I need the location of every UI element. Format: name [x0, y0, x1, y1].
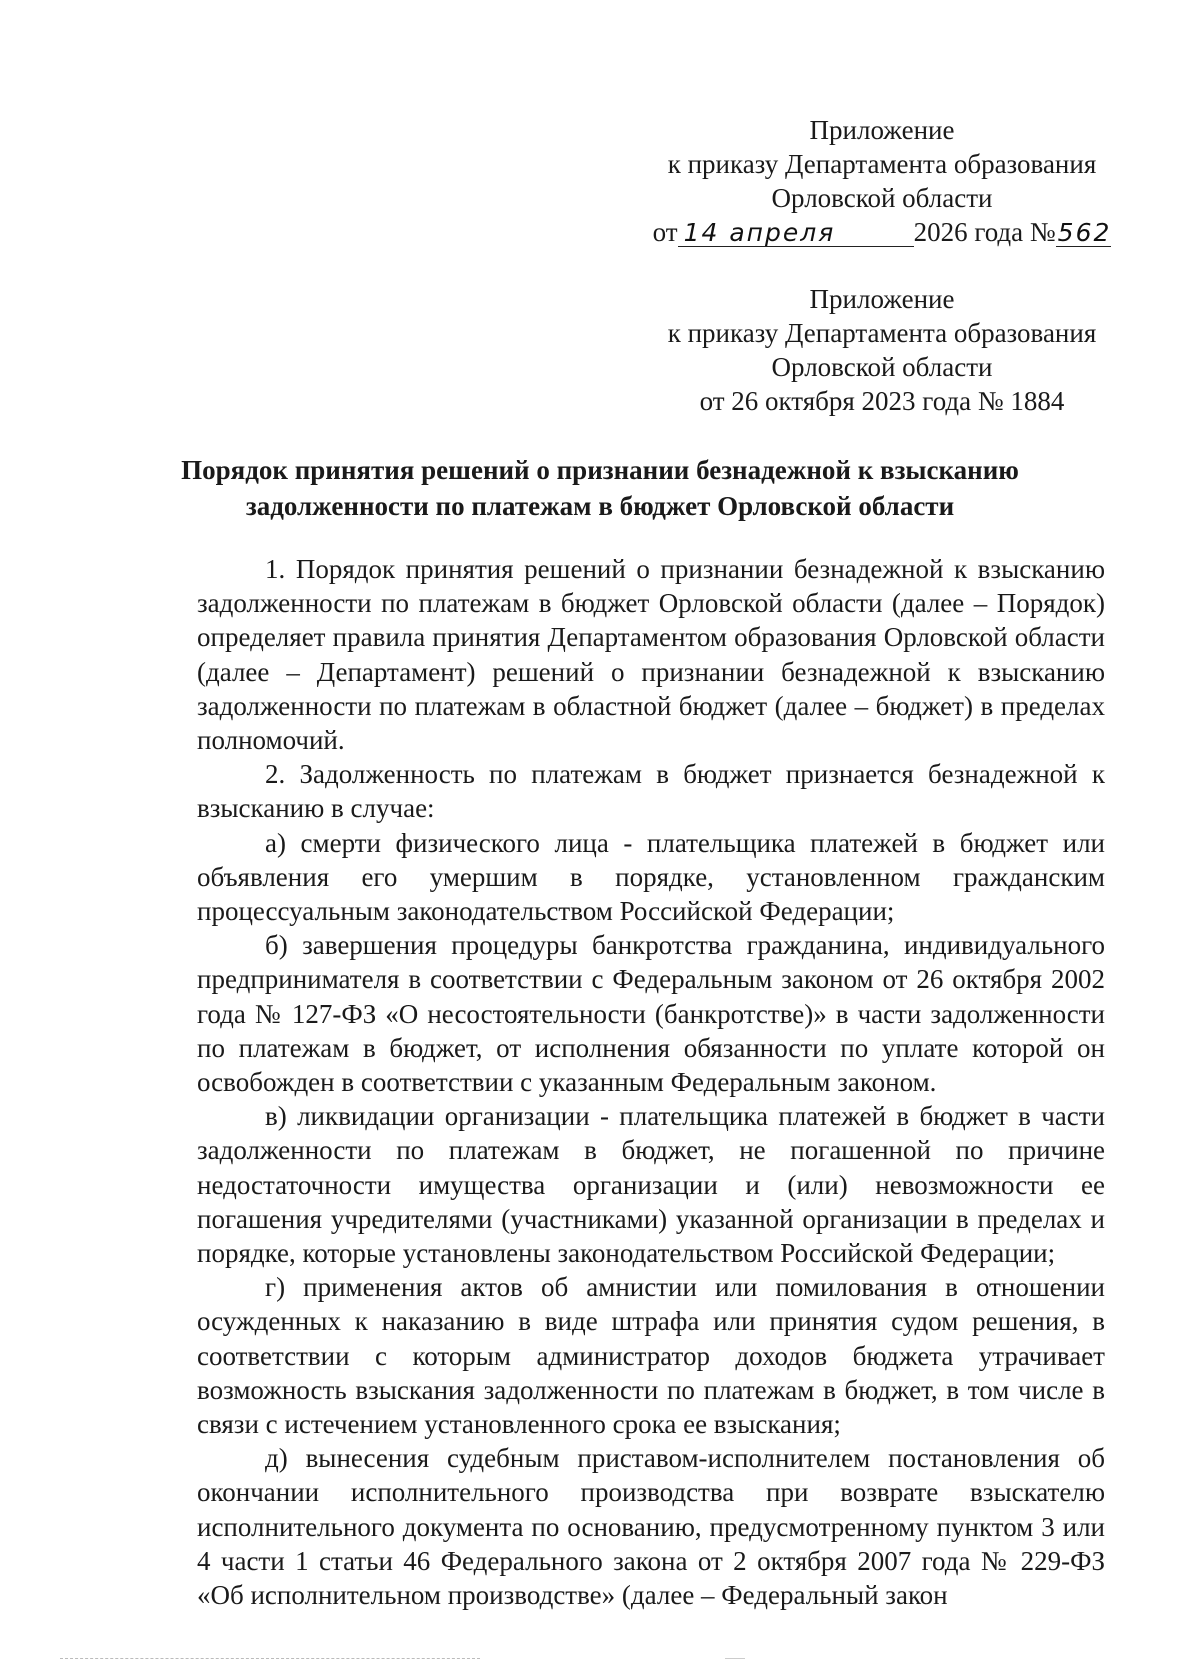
appendix-header-new	[652, 113, 1112, 249]
appendix-date: от 26 октября 2023 года № 1884	[699, 386, 1065, 416]
paragraph-1: 1. Порядок принятия решений о признании безнадежной к взысканию задолженности по платежам в бюджет Орловской области (далее – Порядок) определяет правила принятия Департаментом образования Орловской области (далее – Департамент) решений о признании безнадежной к взысканию задолженности по платежам в областной бюджет (далее – бюджет) в пределах полномочий.	[197, 554, 1105, 756]
year-text: 2026 года №	[913, 217, 1056, 247]
paragraph-2: 2. Задолженность по платежам в бюджет признается безнадежной к взысканию в случае:	[197, 759, 1105, 824]
title-line-2: задолженности по платежам в бюджет Орловской области	[245, 491, 955, 521]
appendix-label: Приложение	[809, 115, 955, 145]
scan-artifact-line	[60, 1658, 480, 1659]
handwritten-date: 14 апреля	[678, 220, 914, 247]
appendix-date-line	[652, 215, 1112, 249]
document-body	[197, 552, 1105, 1612]
date-prefix: от	[652, 217, 678, 247]
appendix-header-old	[652, 282, 1112, 418]
appendix-region: Орловской области	[771, 352, 993, 382]
item-a: а) смерти физического лица - плательщика платежей в бюджет или объявления его умершим в порядке, установленном гражданским процессуальным законодательством Российской Федерации;	[197, 827, 1105, 927]
item-b: б) завершения процедуры банкротства гражданина, индивидуального предпринимателя в соответствии с Федеральным законом от 26 октября 2002 года № 127-ФЗ «О несостоятельности (банкротстве)» в части задолженности по платежам в бюджет, от исполнения обязанности по уплате которой он освобожден в соответствии с указанным Федеральным законом.	[197, 930, 1105, 1098]
handwritten-order-number: 562	[1057, 218, 1112, 247]
appendix-order-ref: к приказу Департамента образования	[667, 318, 1097, 348]
appendix-region: Орловской области	[771, 183, 993, 213]
item-d: д) вынесения судебным приставом-исполнителем постановления об окончании исполнительного производства при возврате взыскателю исполнительного документа по основанию, предусмотренному пунктом 3 или 4 части 1 статьи 46 Федерального закона от 2 октября 2007 года № 229-ФЗ «Об исполнительном производстве» (далее – Федеральный закон	[197, 1443, 1105, 1611]
scan-artifact-mark	[725, 1658, 745, 1659]
document-title	[120, 452, 1080, 524]
item-v: в) ликвидации организации - плательщика платежей в бюджет в части задолженности по платежам в бюджет, не погашенной по причине недостаточности имущества организации и (или) невозможности ее погашения учредителями (участниками) указанной организации в пределах и порядке, которые установлены законодательством Российской Федерации;	[197, 1101, 1105, 1269]
appendix-order-ref: к приказу Департамента образования	[667, 149, 1097, 179]
appendix-label: Приложение	[809, 284, 955, 314]
title-line-1: Порядок принятия решений о признании безнадежной к взысканию	[181, 455, 1019, 485]
item-g: г) применения актов об амнистии или помилования в отношении осужденных к наказанию в виде штрафа или принятия судом решения, в соответствии с которым администратор доходов бюджета утрачивает возможность взыскания задолженности по платежам в бюджет, в том числе в связи с истечением установленного срока ее взыскания;	[197, 1272, 1105, 1440]
